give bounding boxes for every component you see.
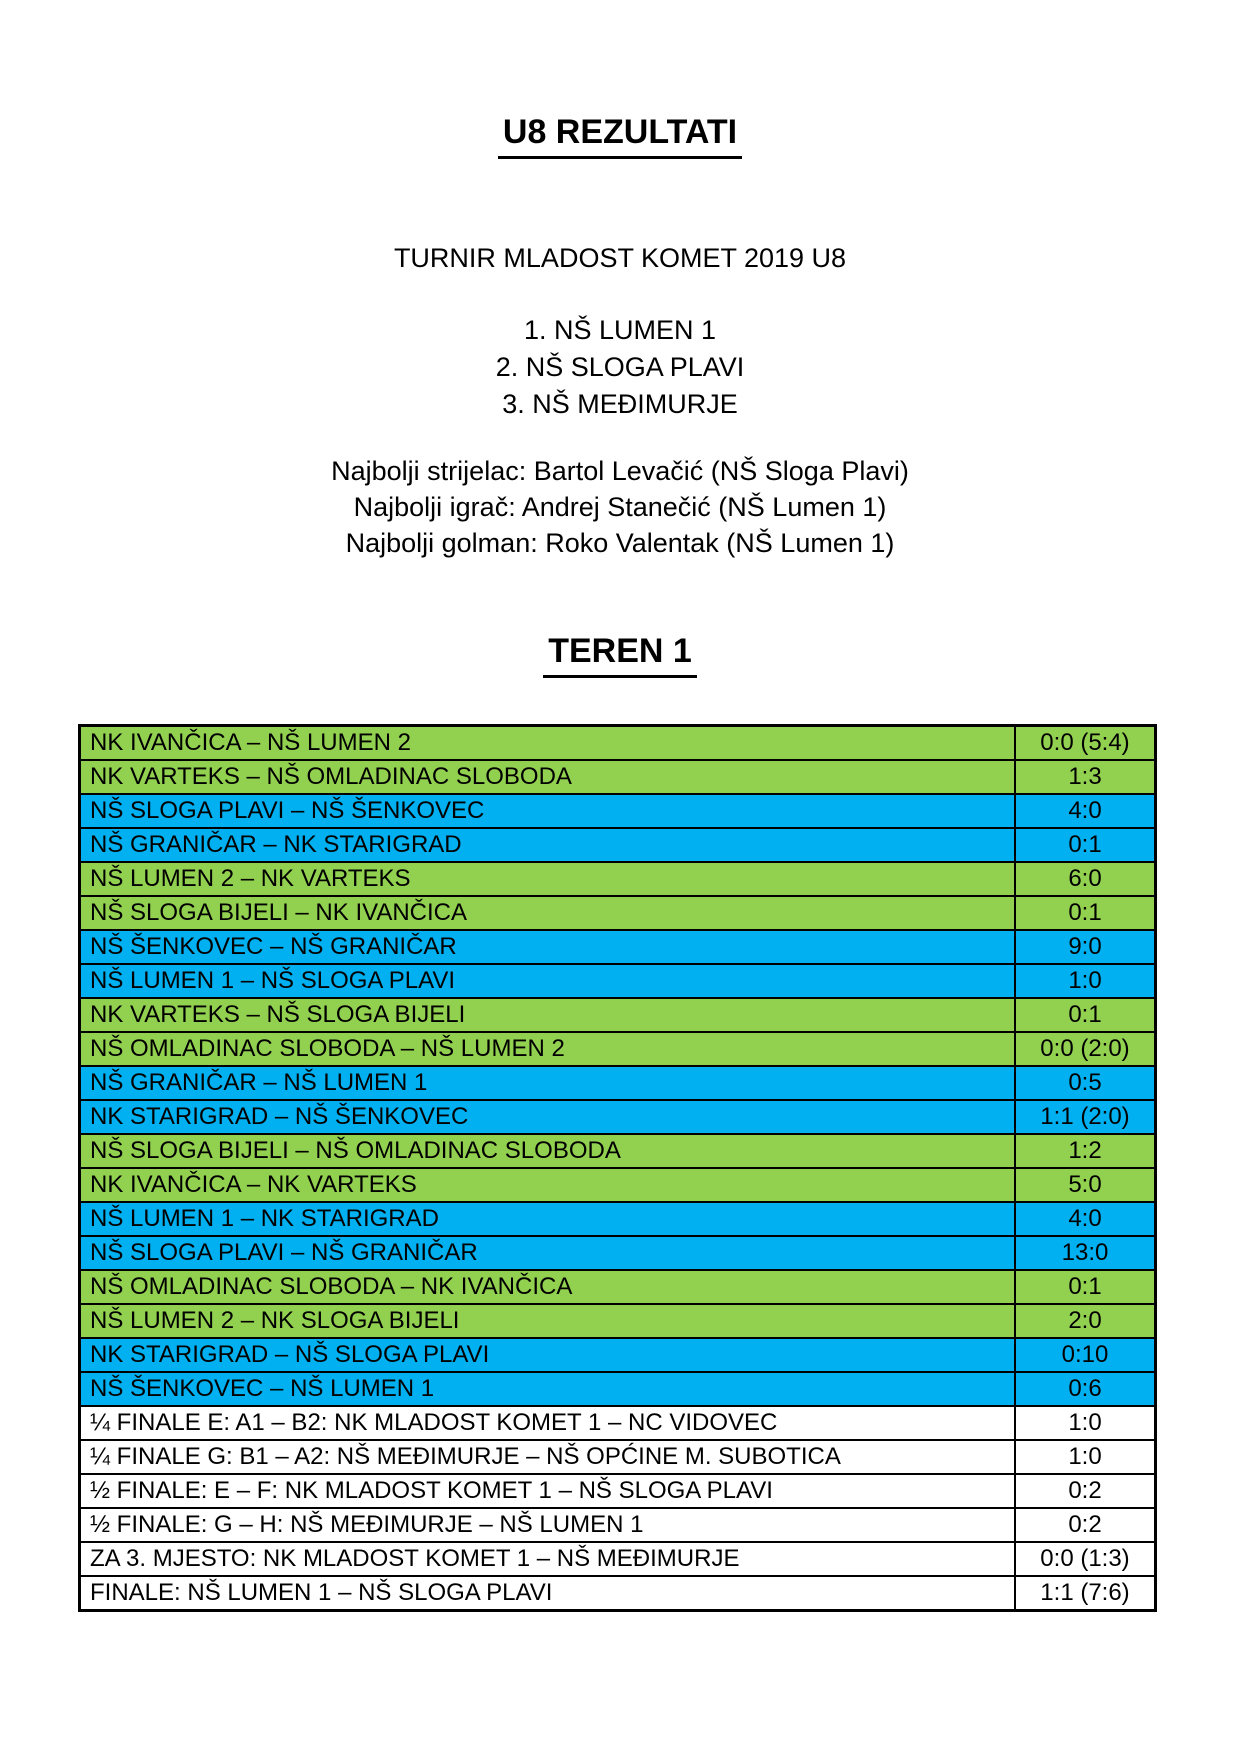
score-cell: 9:0 [1015, 930, 1156, 964]
table-row [80, 760, 1156, 794]
score-cell: 13:0 [1015, 1236, 1156, 1270]
page-title-text: U8 REZULTATI [498, 112, 742, 159]
table-row [80, 1474, 1156, 1508]
score-cell: 0:1 [1015, 1270, 1156, 1304]
results-table [78, 724, 1157, 1612]
match-cell: ZA 3. MJESTO: NK MLADOST KOMET 1 – NŠ MEĐIMURJE [80, 1542, 1016, 1576]
award-best-goalkeeper: Najbolji golman: Roko Valentak (NŠ Lumen 1) [345, 527, 895, 558]
score-cell: 4:0 [1015, 1202, 1156, 1236]
score-cell: 1:1 (2:0) [1015, 1100, 1156, 1134]
table-row [80, 998, 1156, 1032]
results-table-body [80, 725, 1156, 1610]
match-cell: NK VARTEKS – NŠ OMLADINAC SLOBODA [80, 760, 1016, 794]
score-cell: 0:1 [1015, 828, 1156, 862]
score-cell: 1:1 (7:6) [1015, 1576, 1156, 1611]
table-row [80, 1202, 1156, 1236]
table-row [80, 1508, 1156, 1542]
standings-item-3: 3. NŠ MEĐIMURJE [502, 388, 738, 419]
table-row [80, 964, 1156, 998]
standings-item-1: 1. NŠ LUMEN 1 [523, 314, 717, 345]
table-row [80, 1134, 1156, 1168]
table-row [80, 828, 1156, 862]
score-cell: 5:0 [1015, 1168, 1156, 1202]
table-row [80, 1032, 1156, 1066]
match-cell: NŠ ŠENKOVEC – NŠ GRANIČAR [80, 930, 1016, 964]
table-row [80, 794, 1156, 828]
award-best-player: Najbolji igrač: Andrej Stanečić (NŠ Lumen 1) [353, 491, 887, 522]
match-cell: NŠ LUMEN 1 – NŠ SLOGA PLAVI [80, 964, 1016, 998]
match-cell: ½ FINALE: E – F: NK MLADOST KOMET 1 – NŠ SLOGA PLAVI [80, 1474, 1016, 1508]
score-cell: 0:5 [1015, 1066, 1156, 1100]
score-cell: 0:1 [1015, 896, 1156, 930]
table-row [80, 930, 1156, 964]
match-cell: NŠ OMLADINAC SLOBODA – NK IVANČICA [80, 1270, 1016, 1304]
table-row [80, 1304, 1156, 1338]
standings-item-2: 2. NŠ SLOGA PLAVI [495, 351, 745, 382]
award-top-scorer: Najbolji strijelac: Bartol Levačić (NŠ Sloga Plavi) [331, 455, 909, 486]
table-row [80, 1066, 1156, 1100]
score-cell: 1:0 [1015, 1440, 1156, 1474]
match-cell: NŠ LUMEN 2 – NK SLOGA BIJELI [80, 1304, 1016, 1338]
score-cell: 1:0 [1015, 964, 1156, 998]
table-row [80, 1372, 1156, 1406]
match-cell: NŠ GRANIČAR – NŠ LUMEN 1 [80, 1066, 1016, 1100]
score-cell: 0:2 [1015, 1508, 1156, 1542]
match-cell: NŠ SLOGA PLAVI – NŠ GRANIČAR [80, 1236, 1016, 1270]
table-row [80, 725, 1156, 760]
table-row [80, 1270, 1156, 1304]
table-row [80, 1236, 1156, 1270]
match-cell: NŠ LUMEN 2 – NK VARTEKS [80, 862, 1016, 896]
section-title [0, 561, 1240, 678]
table-row [80, 896, 1156, 930]
match-cell: NŠ OMLADINAC SLOBODA – NŠ LUMEN 2 [80, 1032, 1016, 1066]
score-cell: 0:0 (2:0) [1015, 1032, 1156, 1066]
score-cell: 2:0 [1015, 1304, 1156, 1338]
score-cell: 0:2 [1015, 1474, 1156, 1508]
match-cell: ¼ FINALE E: A1 – B2: NK MLADOST KOMET 1 – NC VIDOVEC [80, 1406, 1016, 1440]
match-cell: FINALE: NŠ LUMEN 1 – NŠ SLOGA PLAVI [80, 1576, 1016, 1611]
table-row [80, 1338, 1156, 1372]
tournament-title: TURNIR MLADOST KOMET 2019 U8 [393, 242, 847, 273]
score-cell: 1:2 [1015, 1134, 1156, 1168]
match-cell: NŠ ŠENKOVEC – NŠ LUMEN 1 [80, 1372, 1016, 1406]
table-row [80, 1168, 1156, 1202]
match-cell: NK STARIGRAD – NŠ ŠENKOVEC [80, 1100, 1016, 1134]
score-cell: 4:0 [1015, 794, 1156, 828]
table-row [80, 1406, 1156, 1440]
match-cell: NK IVANČICA – NK VARTEKS [80, 1168, 1016, 1202]
table-row [80, 1440, 1156, 1474]
match-cell: NŠ SLOGA PLAVI – NŠ ŠENKOVEC [80, 794, 1016, 828]
score-cell: 0:0 (5:4) [1015, 725, 1156, 760]
table-row [80, 862, 1156, 896]
score-cell: 6:0 [1015, 862, 1156, 896]
match-cell: NK STARIGRAD – NŠ SLOGA PLAVI [80, 1338, 1016, 1372]
score-cell: 0:6 [1015, 1372, 1156, 1406]
score-cell: 0:10 [1015, 1338, 1156, 1372]
match-cell: NŠ SLOGA BIJELI – NŠ OMLADINAC SLOBODA [80, 1134, 1016, 1168]
table-row [80, 1542, 1156, 1576]
awards-list [0, 453, 1240, 561]
match-cell: NK IVANČICA – NŠ LUMEN 2 [80, 725, 1016, 760]
match-cell: ¼ FINALE G: B1 – A2: NŠ MEĐIMURJE – NŠ OPĆINE M. SUBOTICA [80, 1440, 1016, 1474]
match-cell: NŠ GRANIČAR – NK STARIGRAD [80, 828, 1016, 862]
score-cell: 1:3 [1015, 760, 1156, 794]
standings-list [0, 312, 1240, 423]
match-cell: NŠ SLOGA BIJELI – NK IVANČICA [80, 896, 1016, 930]
score-cell: 1:0 [1015, 1406, 1156, 1440]
page-title [0, 0, 1240, 159]
match-cell: ½ FINALE: G – H: NŠ MEĐIMURJE – NŠ LUMEN 1 [80, 1508, 1016, 1542]
section-title-text: TEREN 1 [543, 631, 697, 678]
table-row [80, 1100, 1156, 1134]
match-cell: NK VARTEKS – NŠ SLOGA BIJELI [80, 998, 1016, 1032]
table-row [80, 1576, 1156, 1611]
score-cell: 0:1 [1015, 998, 1156, 1032]
score-cell: 0:0 (1:3) [1015, 1542, 1156, 1576]
match-cell: NŠ LUMEN 1 – NK STARIGRAD [80, 1202, 1016, 1236]
